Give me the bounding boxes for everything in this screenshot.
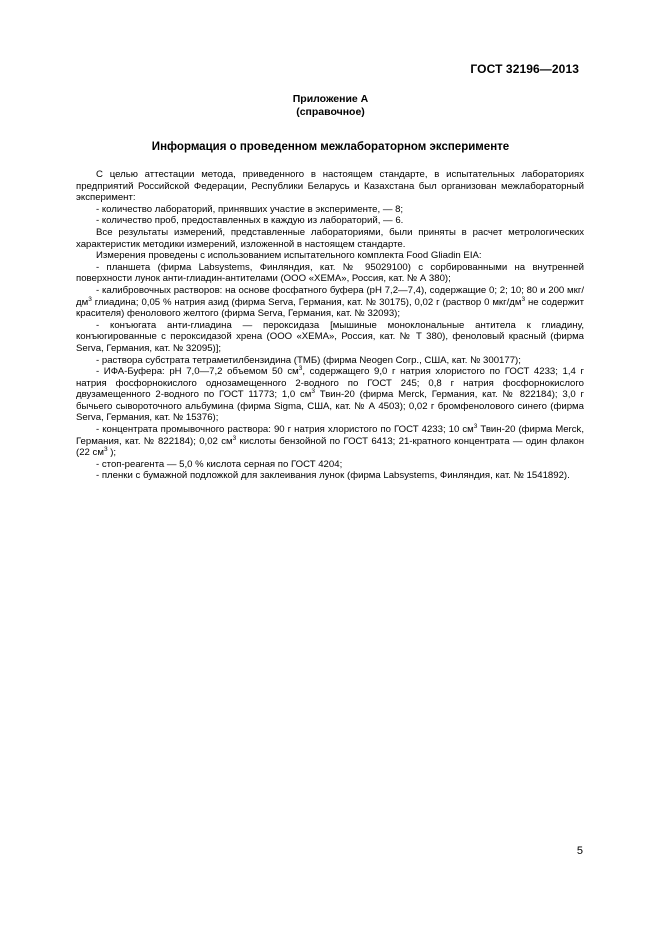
text-segment: - калибровочных растворов: на основе фосфатного буфера (рН 7,2—7,4), содержащие 0; 2; 10; 80 и 200 мкг/дм: [76, 284, 584, 308]
paragraph: [76, 285, 584, 320]
page-number: 5: [576, 845, 583, 857]
text-segment: кислоты бензойной по ГОСТ 6413; 21-кратного концентрата — один флакон (22 см: [76, 435, 584, 459]
paragraph: [76, 355, 584, 367]
superscript: 3: [103, 446, 108, 454]
body-text: [76, 169, 584, 482]
paragraph: [76, 262, 584, 285]
appendix-heading: [0, 93, 661, 119]
text-segment: - ИФА-Буфера: рН 7,0—7,2 объемом 50 см: [96, 366, 299, 378]
text-segment: не содержит красителя) фенолового желтого (фирма Serva, Германия, кат. № 32093);: [76, 296, 584, 320]
superscript: 3: [521, 295, 526, 303]
text-segment: - планшета (фирма Labsystems, Финляндия, кат. № 95029100) с сорбированными на внутренней поверхности лунок анти-глиадин-антителами (ООО «ХЕМА», Россия, кат. № А 380);: [76, 261, 584, 285]
paragraph: [76, 470, 584, 482]
text-segment: - количество лабораторий, принявших участие в эксперименте, — 8;: [96, 203, 404, 215]
paragraph: [76, 320, 584, 355]
text-segment: );: [107, 447, 117, 459]
document-standard-code: ГОСТ 32196—2013: [470, 62, 579, 76]
superscript: 3: [88, 295, 92, 303]
superscript: 3: [473, 423, 478, 431]
text-segment: , содержащего 9,0 г натрия хлористого по ГОСТ 4233; 1,4 г натрия фосфорнокислого однозамещенного 2-водного по ГОСТ 245; 0,8 г натрия фосфорнокислого двузамещенного 2-водного по ГОСТ 11773; 1,0 см: [76, 366, 584, 401]
text-segment: - концентрата промывочного раствора: 90 г натрия хлористого по ГОСТ 4233; 10 см: [96, 424, 474, 436]
text-segment: Твин-20 (фирма Merck, Германия, кат. № 822184); 0,02 см: [76, 424, 584, 447]
superscript: 3: [232, 434, 237, 442]
text-segment: С целью аттестации метода, приведенного в настоящем стандарте, в испытательных лабораториях предприятий Российской Федерации, Республики Беларусь и Казахстана был организован межлабораторный эксперимент:: [76, 169, 584, 204]
superscript: 3: [311, 388, 315, 396]
text-segment: - раствора субстрата тетраметилбензидина (ТМБ) (фирма Neogen Corp., США, кат. № 300177);: [96, 354, 521, 366]
text-segment: Измерения проведены с использованием испытательного комплекта Food Gliadin EIA:: [96, 250, 482, 262]
paragraph: [76, 250, 584, 262]
text-segment: - количество проб, предоставленных в каждую из лабораторий, — 6.: [96, 215, 404, 227]
paragraph: [76, 169, 584, 204]
text-segment: - стоп-реагента — 5,0 % кислота серная по ГОСТ 4204;: [96, 458, 343, 470]
paragraph: [76, 424, 584, 459]
paragraph: [76, 215, 584, 227]
text-segment: Твин-20 (фирма Merck, Германия, кат. № 822184); 3,0 г бычьего сывороточного альбумина (фирма Sigma, США, кат. № А 4503); 0,02 г бромфенолового синего (фирма Serva, Германия, кат. № 15376);: [76, 389, 584, 424]
text-segment: - конъюгата анти-глиадина — пероксидаза [мышиные моноклональные антитела к глиадину, конъюгированные с пероксидазой хрена (ООО «ХЕМА», Россия, кат. № Т 380), феноловый красный (фирма Serva, Германия, кат. № 32095)];: [76, 319, 584, 354]
paragraph: [76, 227, 584, 250]
text-segment: глиадина; 0,05 % натрия азид (фирма Serva, Германия, кат. № 30175), 0,02 г (раствор 0 мкг/дм: [91, 296, 522, 308]
paragraph: [76, 366, 584, 424]
paragraph: [76, 204, 584, 216]
appendix-label: Приложение А: [292, 93, 369, 105]
section-title: Информация о проведенном межлабораторном эксперименте: [151, 141, 510, 153]
text-segment: Все результаты измерений, представленные лабораториями, были приняты в расчет метрологических характеристик методики измерений, изложенной в настоящем стандарте.: [76, 226, 584, 250]
superscript: 3: [298, 365, 303, 373]
text-segment: - пленки с бумажной подложкой для заклеивания лунок (фирма Labsystems, Финляндия, кат. № 1541892).: [96, 470, 570, 482]
paragraph: [76, 459, 584, 471]
appendix-type: (справочное): [296, 106, 365, 118]
